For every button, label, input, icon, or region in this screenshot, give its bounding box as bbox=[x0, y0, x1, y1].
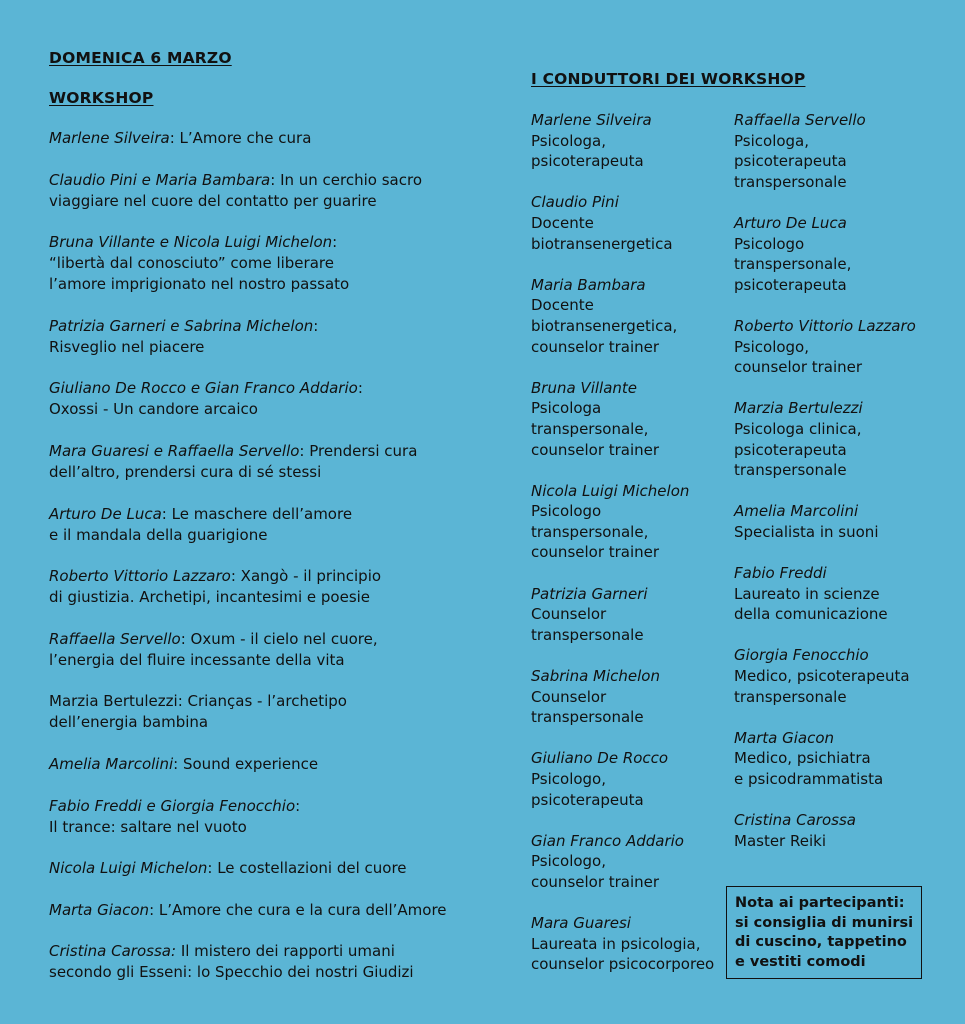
conductor-role: Psicologo, bbox=[531, 770, 606, 788]
workshop-separator: : bbox=[270, 170, 276, 189]
conductor-entry bbox=[531, 666, 731, 728]
conductor-name: Arturo De Luca bbox=[734, 213, 847, 232]
workshop-first-line bbox=[49, 316, 469, 337]
conductor-name: Amelia Marcolini bbox=[734, 502, 859, 521]
workshop-item bbox=[49, 128, 469, 149]
workshop-first-line bbox=[49, 566, 469, 587]
workshop-item bbox=[49, 796, 469, 838]
workshop-title: Sound experience bbox=[182, 754, 319, 773]
workshop-item bbox=[49, 691, 469, 733]
workshop-first-line bbox=[49, 378, 469, 399]
workshop-title: In un cerchio sacro bbox=[280, 170, 423, 189]
conductors-column-1 bbox=[531, 110, 731, 996]
workshop-first-line bbox=[49, 504, 469, 525]
workshop-title: Xangò - il principio bbox=[240, 567, 382, 586]
workshop-item bbox=[49, 941, 469, 983]
workshop-first-line bbox=[49, 691, 469, 712]
conductor-name: Giorgia Fenocchio bbox=[734, 646, 869, 665]
conductor-role: Psicologa, bbox=[531, 131, 607, 150]
conductor-role: Psicologo bbox=[531, 502, 602, 521]
workshop-title-line: Risveglio nel piacere bbox=[49, 337, 205, 356]
workshop-title: Oxum - il cielo nel cuore, bbox=[190, 629, 378, 648]
conductor-role: counselor trainer bbox=[531, 872, 660, 891]
workshop-title: Prendersi cura bbox=[309, 441, 418, 460]
conductor-role: psicoterapeuta bbox=[734, 152, 847, 171]
note-line: si consiglia di munirsi bbox=[735, 914, 914, 931]
workshop-title-line: Oxossi - Un candore arcaico bbox=[49, 400, 258, 419]
workshop-header: WORKSHOP bbox=[49, 89, 154, 107]
conductor-entry bbox=[734, 645, 934, 707]
workshop-title: Crianças - l’archetipo bbox=[187, 692, 347, 711]
conductors-header: I CONDUTTORI DEI WORKSHOP bbox=[531, 70, 806, 88]
conductor-name: Nicola Luigi Michelon bbox=[531, 481, 690, 500]
workshop-first-line bbox=[49, 941, 469, 962]
conductor-name: Giuliano De Rocco bbox=[531, 749, 669, 768]
conductor-role: transpersonale, bbox=[531, 522, 649, 541]
workshop-leaders: Marzia Bertulezzi bbox=[49, 692, 178, 711]
conductor-entry bbox=[734, 110, 934, 192]
workshop-title-line: dell’energia bambina bbox=[49, 713, 209, 732]
workshop-separator: : bbox=[313, 316, 319, 335]
workshop-item bbox=[49, 629, 469, 671]
conductor-entry bbox=[531, 110, 731, 172]
workshop-leaders: Nicola Luigi Michelon bbox=[49, 859, 208, 878]
workshop-title: L’Amore che cura bbox=[179, 129, 312, 147]
conductor-entry bbox=[531, 378, 731, 460]
workshop-leaders: Cristina Carossa: bbox=[49, 942, 177, 961]
conductor-role: transpersonale bbox=[531, 708, 644, 727]
workshop-leaders: Raffaella Servello bbox=[49, 629, 181, 648]
conductor-entry bbox=[531, 913, 731, 975]
workshop-title: L’Amore che cura e la cura dell’Amore bbox=[158, 900, 447, 919]
conductor-name: Cristina Carossa bbox=[734, 811, 856, 830]
workshop-leaders: Marlene Silveira bbox=[49, 129, 170, 147]
workshop-leaders: Amelia Marcolini bbox=[49, 754, 174, 773]
workshop-item bbox=[49, 316, 469, 358]
workshop-title-line: Il trance: saltare nel vuoto bbox=[49, 817, 247, 836]
conductor-role: Medico, psichiatra bbox=[734, 749, 871, 768]
workshop-item bbox=[49, 858, 469, 879]
conductor-entry bbox=[734, 398, 934, 480]
conductor-name: Sabrina Michelon bbox=[531, 667, 660, 686]
conductor-name: Marlene Silveira bbox=[531, 111, 652, 129]
conductor-role: transpersonale, bbox=[531, 419, 649, 438]
conductor-entry bbox=[734, 810, 934, 851]
conductor-role: Counselor bbox=[531, 605, 607, 624]
workshop-separator: : bbox=[357, 379, 363, 398]
conductor-role: counselor trainer bbox=[531, 337, 660, 356]
conductor-entry bbox=[531, 192, 731, 254]
conductor-name: Raffaella Servello bbox=[734, 111, 866, 129]
workshop-item bbox=[49, 754, 469, 775]
participants-note bbox=[726, 886, 922, 979]
workshop-title: Le costellazioni del cuore bbox=[217, 859, 407, 878]
conductor-role: transpersonale bbox=[734, 461, 847, 480]
workshop-item bbox=[49, 900, 469, 921]
workshop-separator: : bbox=[169, 129, 175, 147]
workshop-title-line: dell’altro, prendersi cura di sé stessi bbox=[49, 462, 322, 481]
conductor-role: transpersonale bbox=[734, 687, 847, 706]
workshop-item bbox=[49, 566, 469, 608]
workshop-leaders: Arturo De Luca bbox=[49, 504, 162, 523]
workshop-first-line bbox=[49, 858, 469, 879]
workshop-list bbox=[49, 128, 469, 983]
workshop-leaders: Patrizia Garneri e Sabrina Michelon bbox=[49, 316, 314, 335]
conductor-name: Maria Bambara bbox=[531, 275, 646, 294]
conductor-role: counselor psicocorporeo bbox=[531, 955, 715, 974]
note-line: di cuscino, tappetino bbox=[735, 934, 907, 950]
workshop-first-line bbox=[49, 629, 469, 650]
workshop-title: Le maschere dell’amore bbox=[171, 504, 353, 523]
conductor-role: Medico, psicoterapeuta bbox=[734, 667, 910, 686]
conductor-role: Psicologa bbox=[531, 399, 602, 418]
conductor-role: Psicologa clinica, bbox=[734, 419, 862, 438]
workshop-first-line bbox=[49, 128, 469, 149]
date-header: DOMENICA 6 MARZO bbox=[49, 49, 232, 67]
workshop-title-line: l’energia del fluire incessante della vita bbox=[49, 650, 345, 669]
workshop-first-line bbox=[49, 170, 469, 191]
conductor-role: biotransenergetica, bbox=[531, 316, 678, 335]
conductor-role: counselor trainer bbox=[734, 358, 863, 377]
workshop-separator: : bbox=[177, 692, 183, 711]
conductor-name: Bruna Villante bbox=[531, 378, 638, 397]
conductor-role: Psicologo, bbox=[531, 852, 606, 871]
conductor-role: e psicodrammatista bbox=[734, 770, 884, 788]
workshop-item bbox=[49, 232, 469, 295]
conductor-entry bbox=[531, 481, 731, 563]
workshop-leaders: Mara Guaresi e Raffaella Servello bbox=[49, 441, 300, 460]
workshop-first-line bbox=[49, 441, 469, 462]
conductor-name: Marta Giacon bbox=[734, 728, 835, 747]
workshop-leaders: Claudio Pini e Maria Bambara bbox=[49, 170, 271, 189]
workshop-leaders: Roberto Vittorio Lazzaro bbox=[49, 567, 231, 586]
conductor-name: Claudio Pini bbox=[531, 193, 619, 212]
conductor-entry bbox=[531, 748, 731, 810]
workshop-title-line: viaggiare nel cuore del contatto per guarire bbox=[49, 191, 377, 210]
conductor-name: Gian Franco Addario bbox=[531, 831, 684, 850]
conductor-role: counselor trainer bbox=[531, 543, 660, 562]
workshop-item bbox=[49, 378, 469, 420]
workshop-item bbox=[49, 170, 469, 212]
conductor-name: Mara Guaresi bbox=[531, 914, 631, 933]
workshop-separator: : bbox=[207, 859, 213, 878]
conductor-role: Psicologo bbox=[734, 234, 805, 253]
conductor-role: Laureato in scienze bbox=[734, 584, 880, 603]
conductor-role: psicoterapeuta bbox=[531, 152, 644, 171]
workshop-first-line bbox=[49, 232, 469, 253]
conductor-role: Psicologo, bbox=[734, 337, 809, 356]
workshop-first-line bbox=[49, 900, 469, 921]
conductor-role: Docente bbox=[531, 213, 594, 232]
workshop-separator: : bbox=[295, 796, 301, 815]
conductor-entry bbox=[531, 275, 731, 357]
workshop-title: Il mistero dei rapporti umani bbox=[180, 942, 395, 961]
conductor-name: Roberto Vittorio Lazzaro bbox=[734, 316, 916, 335]
workshop-first-line bbox=[49, 754, 469, 775]
conductor-role: transpersonale bbox=[531, 625, 644, 644]
conductor-role: psicoterapeuta bbox=[734, 275, 847, 294]
workshop-title-line: “libertà dal conosciuto” come liberare bbox=[49, 254, 334, 273]
conductor-role: counselor trainer bbox=[531, 440, 660, 459]
conductor-entry bbox=[734, 563, 934, 625]
conductor-role: Psicologa, bbox=[734, 131, 810, 150]
workshop-title-line: e il mandala della guarigione bbox=[49, 525, 268, 544]
workshop-separator: : bbox=[299, 441, 305, 460]
conductor-role: Specialista in suoni bbox=[734, 522, 879, 541]
workshop-leaders: Bruna Villante e Nicola Luigi Michelon bbox=[49, 233, 333, 252]
conductor-role: transpersonale, bbox=[734, 255, 852, 274]
workshop-leaders: Giuliano De Rocco e Gian Franco Addario bbox=[49, 379, 358, 398]
workshop-separator: : bbox=[161, 504, 167, 523]
workshop-title-line: l’amore imprigionato nel nostro passato bbox=[49, 275, 350, 294]
workshop-separator: : bbox=[149, 900, 155, 919]
workshop-first-line bbox=[49, 796, 469, 817]
conductor-role: Laureata in psicologia, bbox=[531, 934, 701, 953]
conductor-entry bbox=[734, 728, 934, 790]
conductor-entry bbox=[734, 316, 934, 378]
workshop-separator: : bbox=[173, 754, 179, 773]
conductor-entry bbox=[734, 501, 934, 542]
conductor-role: transpersonale bbox=[734, 172, 847, 191]
conductor-role: psicoterapeuta bbox=[734, 440, 847, 459]
workshop-title-line: secondo gli Esseni: lo Specchio dei nostri Giudizi bbox=[49, 963, 414, 982]
conductor-role: psicoterapeuta bbox=[531, 790, 644, 809]
note-line: Nota ai partecipanti: bbox=[735, 895, 905, 911]
conductor-name: Patrizia Garneri bbox=[531, 584, 648, 603]
workshop-item bbox=[49, 441, 469, 483]
conductor-role: biotransenergetica bbox=[531, 234, 673, 253]
note-line: e vestiti comodi bbox=[735, 953, 866, 970]
workshop-separator: : bbox=[180, 629, 186, 648]
conductor-entry bbox=[531, 584, 731, 646]
workshop-leaders: Marta Giacon bbox=[49, 900, 150, 919]
conductor-role: Docente bbox=[531, 296, 594, 315]
conductor-entry bbox=[734, 213, 934, 295]
conductor-name: Fabio Freddi bbox=[734, 564, 827, 583]
conductor-role: Counselor bbox=[531, 687, 607, 706]
conductors-column-2 bbox=[734, 110, 934, 872]
conductor-name: Marzia Bertulezzi bbox=[734, 399, 863, 418]
workshop-item bbox=[49, 504, 469, 546]
workshop-program bbox=[49, 48, 469, 1004]
conductor-entry bbox=[531, 831, 731, 893]
workshop-title-line: di giustizia. Archetipi, incantesimi e poesie bbox=[49, 588, 371, 607]
conductor-role: della comunicazione bbox=[734, 605, 888, 624]
workshop-leaders: Fabio Freddi e Giorgia Fenocchio bbox=[49, 796, 296, 815]
workshop-separator: : bbox=[332, 233, 338, 252]
workshop-separator: : bbox=[230, 567, 236, 586]
conductor-role: Master Reiki bbox=[734, 831, 826, 850]
